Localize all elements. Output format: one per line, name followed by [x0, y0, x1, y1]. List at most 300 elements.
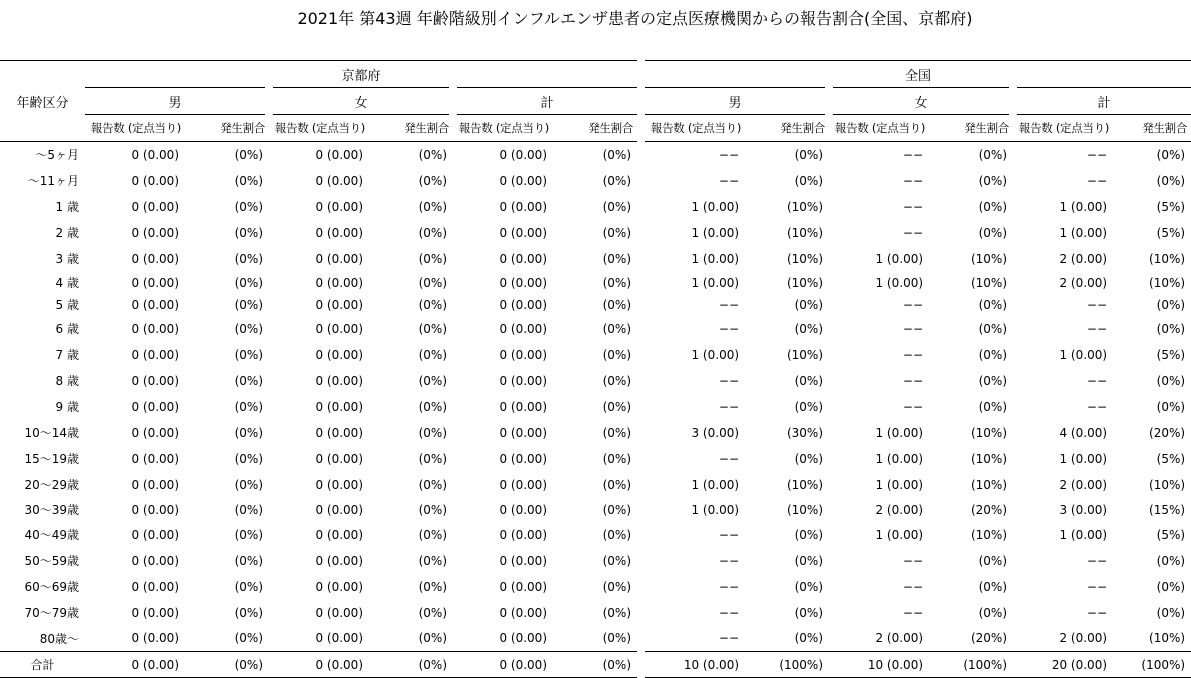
ratio-cell: (10%) — [970, 527, 1008, 542]
report-count-cell: −− — [718, 527, 740, 542]
report-count-cell: 0 (0.00) — [131, 579, 179, 594]
ratio-cell: (10%) — [970, 477, 1008, 492]
report-count-cell: 0 (0.00) — [315, 605, 363, 620]
ratio-cell: (10%) — [1149, 477, 1186, 492]
ratio-cell: (0%) — [602, 477, 632, 492]
report-count-cell: 0 (0.00) — [131, 297, 179, 312]
ratio-cell: (0%) — [234, 553, 263, 568]
ratio-cell: (0%) — [1156, 373, 1186, 388]
report-count-cell: −− — [1086, 399, 1108, 414]
header-row-sex — [0, 88, 1191, 115]
ratio-cell: (5%) — [1156, 225, 1186, 240]
report-count-cell: 0 (0.00) — [315, 553, 363, 568]
report-count-cell: 0 (0.00) — [131, 425, 179, 440]
ratio-cell: (0%) — [418, 502, 447, 517]
report-count-cell: 0 (0.00) — [499, 502, 547, 517]
ratio-cell: (0%) — [978, 605, 1008, 620]
report-count-cell: 0 (0.00) — [499, 321, 547, 336]
report-count-cell: 10 (0.00) — [645, 652, 745, 678]
table-row — [0, 394, 1191, 420]
report-count-cell: 1 (0.00) — [875, 425, 924, 440]
ratio-cell: (100%) — [929, 652, 1013, 678]
report-count-cell: 2 (0.00) — [1059, 631, 1108, 646]
age-cell: 40〜49歳 — [24, 528, 79, 542]
report-count-cell: 0 (0.00) — [131, 477, 179, 492]
ratio-cell: (10%) — [786, 347, 824, 362]
report-count-cell: −− — [718, 605, 740, 620]
national-male-reports-header: 報告数 (定点当り) — [645, 115, 745, 142]
report-count-cell: 1 (0.00) — [875, 251, 924, 266]
report-count-cell: 0 (0.00) — [499, 605, 547, 620]
ratio-cell: (0%) — [978, 399, 1008, 414]
report-count-cell: −− — [1086, 579, 1108, 594]
report-count-cell: −− — [718, 399, 740, 414]
report-count-cell: 0 (0.00) — [315, 631, 363, 646]
region-gap — [637, 294, 645, 316]
ratio-cell: (0%) — [602, 399, 632, 414]
kyoto-female-header: 女 — [269, 88, 453, 115]
report-count-cell: 0 (0.00) — [131, 502, 179, 517]
report-count-cell: 0 (0.00) — [499, 477, 547, 492]
ratio-cell: (0%) — [1156, 147, 1186, 162]
report-count-cell: 2 (0.00) — [1059, 251, 1108, 266]
report-count-cell: 0 (0.00) — [499, 225, 547, 240]
ratio-cell: (5%) — [1156, 347, 1186, 362]
ratio-cell: (0%) — [234, 399, 263, 414]
report-count-cell: −− — [1086, 605, 1108, 620]
ratio-cell: (0%) — [978, 147, 1008, 162]
header-row-columns — [0, 115, 1191, 142]
ratio-cell: (10%) — [970, 275, 1008, 290]
ratio-cell: (10%) — [786, 502, 824, 517]
region-gap — [637, 626, 645, 652]
ratio-cell: (0%) — [234, 199, 263, 214]
ratio-cell: (0%) — [794, 297, 824, 312]
national-male-ratio-header: 発生割合 — [745, 115, 829, 142]
table-row — [0, 420, 1191, 446]
report-count-cell: 10 (0.00) — [829, 652, 929, 678]
report-count-cell: 0 (0.00) — [499, 553, 547, 568]
table-row — [0, 574, 1191, 600]
report-count-cell: −− — [1086, 321, 1108, 336]
report-count-cell: −− — [902, 579, 924, 594]
kyoto-male-ratio-header: 発生割合 — [185, 115, 269, 142]
ratio-cell: (0%) — [1156, 297, 1186, 312]
ratio-cell: (0%) — [234, 251, 263, 266]
ratio-cell: (10%) — [1149, 275, 1186, 290]
report-count-cell: 2 (0.00) — [875, 502, 924, 517]
kyoto-total-reports-header: 報告数 (定点当り) — [453, 115, 553, 142]
ratio-cell: (0%) — [602, 173, 632, 188]
ratio-cell: (10%) — [786, 199, 824, 214]
ratio-cell: (0%) — [418, 425, 447, 440]
region-gap — [637, 600, 645, 626]
ratio-cell: (0%) — [978, 347, 1008, 362]
report-count-cell: 0 (0.00) — [499, 399, 547, 414]
age-cell: 合計 — [0, 652, 85, 678]
age-cell: 10〜14歳 — [24, 426, 79, 440]
report-count-cell: −− — [718, 373, 740, 388]
age-cell: 4 歳 — [55, 276, 79, 290]
ratio-cell: (0%) — [794, 579, 824, 594]
report-count-cell: 0 (0.00) — [131, 173, 179, 188]
ratio-cell: (0%) — [1156, 553, 1186, 568]
report-count-cell: 0 (0.00) — [315, 173, 363, 188]
ratio-cell: (0%) — [602, 502, 632, 517]
report-count-cell: 4 (0.00) — [1059, 425, 1108, 440]
report-count-cell: 0 (0.00) — [315, 251, 363, 266]
region-gap — [637, 220, 645, 246]
table-row — [0, 272, 1191, 294]
ratio-cell: (20%) — [970, 631, 1008, 646]
kyoto-female-reports-header: 報告数 (定点当り) — [269, 115, 369, 142]
ratio-cell: (0%) — [978, 225, 1008, 240]
report-count-cell: 0 (0.00) — [499, 347, 547, 362]
ratio-cell: (0%) — [418, 347, 447, 362]
ratio-cell: (0%) — [369, 652, 453, 678]
region-gap — [637, 574, 645, 600]
region-gap — [637, 420, 645, 446]
ratio-cell: (10%) — [786, 225, 824, 240]
ratio-cell: (100%) — [1113, 652, 1191, 678]
region-gap — [637, 548, 645, 574]
ratio-cell: (0%) — [234, 425, 263, 440]
report-count-cell: −− — [902, 321, 924, 336]
ratio-cell: (0%) — [234, 225, 263, 240]
age-cell: 80歳〜 — [39, 631, 79, 646]
report-count-cell: 0 (0.00) — [499, 425, 547, 440]
table-row — [0, 522, 1191, 548]
national-female-reports-header: 報告数 (定点当り) — [829, 115, 929, 142]
report-count-cell: 0 (0.00) — [315, 527, 363, 542]
page-title: 2021年 第43週 年齢階級別インフルエンザ患者の定点医療機関からの報告割合(全国、京都府) — [297, 9, 973, 28]
report-count-cell: 1 (0.00) — [1059, 347, 1108, 362]
ratio-cell: (0%) — [234, 297, 263, 312]
region-gap — [637, 472, 645, 498]
kyoto-female-ratio-header: 発生割合 — [369, 115, 453, 142]
age-cell: 50〜59歳 — [24, 554, 79, 568]
ratio-cell: (0%) — [978, 199, 1008, 214]
ratio-cell: (0%) — [234, 147, 263, 162]
table-row — [0, 472, 1191, 498]
report-count-cell: 1 (0.00) — [1059, 527, 1108, 542]
age-header-bottom — [0, 115, 85, 142]
ratio-cell: (0%) — [418, 321, 447, 336]
report-count-cell: 0 (0.00) — [131, 631, 179, 646]
report-count-cell: 0 (0.00) — [499, 199, 547, 214]
ratio-cell: (0%) — [418, 527, 447, 542]
ratio-cell: (0%) — [602, 579, 632, 594]
report-count-cell: 0 (0.00) — [315, 502, 363, 517]
ratio-cell: (0%) — [234, 527, 263, 542]
report-count-cell: 0 (0.00) — [499, 173, 547, 188]
ratio-cell: (0%) — [602, 275, 632, 290]
report-count-cell: 20 (0.00) — [1013, 652, 1113, 678]
ratio-cell: (0%) — [602, 251, 632, 266]
report-count-cell: 0 (0.00) — [453, 652, 553, 678]
report-count-cell: 0 (0.00) — [131, 399, 179, 414]
report-count-cell: 0 (0.00) — [131, 275, 179, 290]
report-count-cell: 1 (0.00) — [1059, 225, 1108, 240]
ratio-cell: (0%) — [234, 347, 263, 362]
report-count-cell: 1 (0.00) — [1059, 451, 1108, 466]
ratio-cell: (0%) — [234, 502, 263, 517]
table-row — [0, 246, 1191, 272]
region-gap — [637, 246, 645, 272]
report-count-cell: 0 (0.00) — [131, 199, 179, 214]
report-count-cell: −− — [718, 553, 740, 568]
ratio-cell: (0%) — [794, 553, 824, 568]
kyoto-male-reports-header: 報告数 (定点当り) — [85, 115, 185, 142]
age-cell: 7 歳 — [55, 348, 79, 362]
report-count-cell: 1 (0.00) — [691, 347, 740, 362]
age-report-table — [0, 60, 1191, 678]
ratio-cell: (10%) — [1149, 631, 1186, 646]
report-count-cell: 0 (0.00) — [131, 225, 179, 240]
national-total-ratio-header: 発生割合 — [1113, 115, 1191, 142]
report-count-cell: −− — [718, 579, 740, 594]
table-row — [0, 498, 1191, 522]
table-row — [0, 548, 1191, 574]
ratio-cell: (0%) — [418, 199, 447, 214]
report-count-cell: −− — [1086, 553, 1108, 568]
ratio-cell: (0%) — [602, 451, 632, 466]
ratio-cell: (0%) — [1156, 399, 1186, 414]
report-count-cell: −− — [718, 147, 740, 162]
age-cell: 60〜69歳 — [24, 580, 79, 594]
report-count-cell: 0 (0.00) — [315, 399, 363, 414]
age-header-top — [0, 61, 85, 88]
ratio-cell: (0%) — [234, 451, 263, 466]
ratio-cell: (0%) — [185, 652, 269, 678]
ratio-cell: (0%) — [1156, 321, 1186, 336]
ratio-cell: (0%) — [602, 373, 632, 388]
ratio-cell: (0%) — [602, 425, 632, 440]
national-female-ratio-header: 発生割合 — [929, 115, 1013, 142]
table-row — [0, 342, 1191, 368]
report-count-cell: 0 (0.00) — [315, 297, 363, 312]
ratio-cell: (0%) — [794, 373, 824, 388]
ratio-cell: (10%) — [970, 425, 1008, 440]
ratio-cell: (5%) — [1156, 527, 1186, 542]
report-count-cell: 3 (0.00) — [691, 425, 740, 440]
report-count-cell: −− — [718, 451, 740, 466]
ratio-cell: (0%) — [602, 147, 632, 162]
region-gap — [637, 316, 645, 342]
report-count-cell: 0 (0.00) — [131, 321, 179, 336]
report-count-cell: −− — [902, 297, 924, 312]
report-count-cell: −− — [902, 147, 924, 162]
age-cell: 2 歳 — [55, 226, 79, 240]
report-count-cell: 0 (0.00) — [499, 631, 547, 646]
region-gap — [637, 194, 645, 220]
table-row — [0, 600, 1191, 626]
region-gap — [637, 498, 645, 522]
region-gap — [637, 394, 645, 420]
ratio-cell: (0%) — [418, 553, 447, 568]
report-count-cell: −− — [718, 321, 740, 336]
ratio-cell: (5%) — [1156, 199, 1186, 214]
report-count-cell: 0 (0.00) — [499, 147, 547, 162]
ratio-cell: (0%) — [234, 579, 263, 594]
ratio-cell: (0%) — [978, 173, 1008, 188]
table-row — [0, 142, 1191, 168]
report-count-cell: 0 (0.00) — [269, 652, 369, 678]
table-row — [0, 220, 1191, 246]
report-count-cell: 0 (0.00) — [499, 579, 547, 594]
table-row — [0, 194, 1191, 220]
ratio-cell: (0%) — [794, 321, 824, 336]
ratio-cell: (10%) — [1149, 251, 1186, 266]
ratio-cell: (0%) — [978, 321, 1008, 336]
national-female-header: 女 — [829, 88, 1013, 115]
region-gap — [637, 115, 645, 142]
ratio-cell: (10%) — [786, 275, 824, 290]
report-count-cell: 1 (0.00) — [875, 477, 924, 492]
age-cell: 9 歳 — [55, 400, 79, 414]
ratio-cell: (0%) — [794, 605, 824, 620]
ratio-cell: (0%) — [418, 477, 447, 492]
ratio-cell: (20%) — [970, 502, 1008, 517]
ratio-cell: (0%) — [418, 225, 447, 240]
region-gap — [637, 342, 645, 368]
report-count-cell: 0 (0.00) — [131, 347, 179, 362]
ratio-cell: (0%) — [602, 347, 632, 362]
ratio-cell: (0%) — [602, 605, 632, 620]
ratio-cell: (0%) — [418, 275, 447, 290]
report-count-cell: −− — [902, 399, 924, 414]
report-count-cell: 3 (0.00) — [1059, 502, 1108, 517]
report-count-cell: −− — [1086, 373, 1108, 388]
ratio-cell: (0%) — [418, 579, 447, 594]
report-count-cell: 0 (0.00) — [499, 451, 547, 466]
ratio-cell: (0%) — [418, 451, 447, 466]
report-count-cell: −− — [718, 173, 740, 188]
report-count-cell: 0 (0.00) — [315, 225, 363, 240]
ratio-cell: (0%) — [1156, 173, 1186, 188]
report-count-cell: 1 (0.00) — [691, 199, 740, 214]
report-count-cell: 0 (0.00) — [315, 321, 363, 336]
table-row — [0, 626, 1191, 652]
report-count-cell: 2 (0.00) — [1059, 275, 1108, 290]
national-total-header: 計 — [1013, 88, 1191, 115]
report-count-cell: 0 (0.00) — [315, 275, 363, 290]
report-count-cell: 0 (0.00) — [499, 373, 547, 388]
ratio-cell: (0%) — [602, 527, 632, 542]
ratio-cell: (0%) — [602, 199, 632, 214]
header-row-regions — [0, 61, 1191, 88]
table-row — [0, 168, 1191, 194]
age-cell: 70〜79歳 — [24, 606, 79, 620]
region-national-header: 全国 — [645, 61, 1191, 88]
ratio-cell: (0%) — [978, 373, 1008, 388]
ratio-cell: (0%) — [418, 173, 447, 188]
ratio-cell: (0%) — [418, 399, 447, 414]
age-cell: 〜5ヶ月 — [35, 148, 79, 163]
ratio-cell: (0%) — [978, 297, 1008, 312]
ratio-cell: (100%) — [745, 652, 829, 678]
report-count-cell: 0 (0.00) — [131, 605, 179, 620]
ratio-cell: (0%) — [418, 147, 447, 162]
ratio-cell: (0%) — [602, 297, 632, 312]
report-count-cell: 0 (0.00) — [499, 527, 547, 542]
report-count-cell: 0 (0.00) — [131, 553, 179, 568]
table-row — [0, 316, 1191, 342]
ratio-cell: (0%) — [553, 652, 637, 678]
report-count-cell: −− — [718, 297, 740, 312]
ratio-cell: (0%) — [418, 605, 447, 620]
report-count-cell: −− — [902, 605, 924, 620]
report-count-cell: 0 (0.00) — [499, 251, 547, 266]
report-count-cell: 0 (0.00) — [315, 477, 363, 492]
age-cell: 6 歳 — [55, 322, 79, 336]
report-count-cell: −− — [902, 173, 924, 188]
report-count-cell: 0 (0.00) — [131, 251, 179, 266]
region-gap — [637, 88, 645, 115]
report-count-cell: 0 (0.00) — [315, 347, 363, 362]
report-count-cell: 1 (0.00) — [691, 477, 740, 492]
ratio-cell: (0%) — [1156, 579, 1186, 594]
region-gap — [637, 522, 645, 548]
report-count-cell: 1 (0.00) — [691, 502, 740, 517]
table-row — [0, 446, 1191, 472]
age-cell: 30〜39歳 — [24, 503, 79, 517]
report-count-cell: 2 (0.00) — [875, 631, 924, 646]
report-count-cell: −− — [1086, 297, 1108, 312]
report-count-cell: −− — [718, 631, 740, 646]
ratio-cell: (0%) — [794, 631, 824, 646]
ratio-cell: (0%) — [1156, 605, 1186, 620]
ratio-cell: (0%) — [234, 631, 263, 646]
ratio-cell: (0%) — [794, 527, 824, 542]
ratio-cell: (0%) — [418, 297, 447, 312]
report-count-cell: 2 (0.00) — [1059, 477, 1108, 492]
age-cell: 20〜29歳 — [24, 478, 79, 492]
age-cell: 3 歳 — [55, 252, 79, 266]
ratio-cell: (0%) — [794, 399, 824, 414]
region-gap — [637, 142, 645, 168]
region-gap — [637, 168, 645, 194]
report-count-cell: −− — [902, 553, 924, 568]
kyoto-total-ratio-header: 発生割合 — [553, 115, 637, 142]
report-count-cell: −− — [1086, 147, 1108, 162]
national-total-reports-header: 報告数 (定点当り) — [1013, 115, 1113, 142]
ratio-cell: (10%) — [970, 251, 1008, 266]
report-count-cell: 0 (0.00) — [499, 297, 547, 312]
ratio-cell: (0%) — [602, 225, 632, 240]
report-count-cell: 1 (0.00) — [875, 527, 924, 542]
ratio-cell: (0%) — [794, 147, 824, 162]
ratio-cell: (0%) — [602, 553, 632, 568]
ratio-cell: (0%) — [602, 631, 632, 646]
report-count-cell: 0 (0.00) — [315, 579, 363, 594]
ratio-cell: (0%) — [418, 373, 447, 388]
ratio-cell: (30%) — [786, 425, 824, 440]
table-row — [0, 368, 1191, 394]
report-count-cell: 0 (0.00) — [315, 147, 363, 162]
kyoto-total-header: 計 — [453, 88, 637, 115]
ratio-cell: (0%) — [794, 173, 824, 188]
ratio-cell: (5%) — [1156, 451, 1186, 466]
table-row — [0, 294, 1191, 316]
report-count-cell: 0 (0.00) — [131, 527, 179, 542]
region-gap — [637, 368, 645, 394]
report-count-cell: 0 (0.00) — [315, 451, 363, 466]
age-cell: 8 歳 — [55, 374, 79, 388]
age-header: 年齢区分 — [16, 95, 69, 111]
kyoto-male-header: 男 — [85, 88, 269, 115]
report-count-cell: 1 (0.00) — [875, 275, 924, 290]
